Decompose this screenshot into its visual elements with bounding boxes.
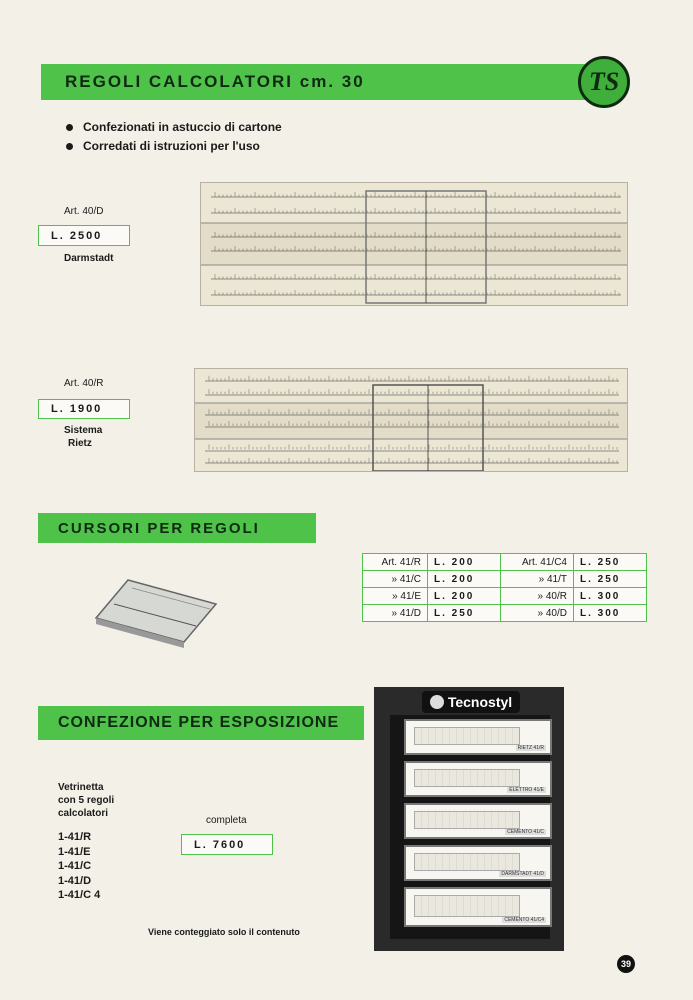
table-row: [363, 554, 647, 571]
slide-rule-illustration: [201, 183, 628, 306]
display-shelf: DARMSTADT 41/D: [404, 845, 552, 881]
code-line: 1-41/E: [58, 845, 91, 858]
section-title: REGOLI CALCOLATORI cm. 30: [65, 72, 365, 91]
display-description: [58, 781, 114, 820]
tecnostyl-logo-icon: [430, 695, 444, 709]
price-box: L. 7600: [181, 834, 273, 855]
table-cell: » 40/D: [501, 605, 574, 622]
table-cell: L. 250: [574, 554, 647, 571]
table-cell: L. 300: [574, 605, 647, 622]
section-title: CONFEZIONE PER ESPOSIZIONE: [58, 714, 340, 731]
page-number: 39: [617, 955, 635, 973]
section-banner-confezione: [38, 706, 364, 740]
section-banner-regoli: [41, 64, 601, 100]
table-cell: » 41/E: [363, 588, 428, 605]
article-desc: Sistema: [64, 425, 103, 436]
display-shelf: RIETZ 41/R: [404, 719, 552, 755]
table-cell: » 41/T: [501, 571, 574, 588]
bullet-item: Corredati di istruzioni per l'uso: [66, 139, 260, 153]
cursor-price-table: [362, 553, 647, 622]
code-line: 1-41/C: [58, 860, 92, 872]
desc-line: Vetrinetta: [58, 782, 104, 793]
display-brand-plate: [422, 691, 520, 713]
display-shelf: ELETTRO 41/E: [404, 761, 552, 797]
bullet-item: Confezionati in astuccio di cartone: [66, 120, 282, 134]
display-brand-text: Tecnostyl: [447, 694, 513, 710]
brand-logo-text: TS: [588, 67, 620, 96]
article-desc: Rietz: [68, 438, 92, 449]
section-title: CURSORI PER REGOLI: [58, 519, 260, 537]
table-row: [363, 605, 647, 622]
cursor-illustration: [92, 576, 220, 648]
table-cell: » 40/R: [501, 588, 574, 605]
brand-logo: [578, 56, 630, 108]
bullet-dot-icon: [66, 124, 73, 131]
table-cell: L. 250: [574, 571, 647, 588]
table-cell: L. 200: [428, 554, 501, 571]
slide-rule-illustration: [195, 369, 628, 472]
bullet-dot-icon: [66, 143, 73, 150]
table-cell: L. 250: [428, 605, 501, 622]
table-cell: » 41/C: [363, 571, 428, 588]
completa-label: completa: [206, 815, 247, 826]
section-banner-cursori: [38, 513, 316, 543]
slide-rule-image: [194, 368, 628, 472]
desc-line: con 5 regoli: [58, 795, 115, 806]
cursor-image: [92, 576, 220, 653]
table-cell: L. 200: [428, 588, 501, 605]
footnote: Viene conteggiato solo il contenuto: [148, 927, 300, 937]
code-line: 1-41/C 4: [58, 889, 101, 901]
code-line: 1-41/R: [58, 831, 92, 843]
table-row: [363, 571, 647, 588]
table-cell: L. 200: [428, 571, 501, 588]
cursor-table-body: [363, 554, 647, 622]
desc-line: calcolatori: [58, 808, 109, 819]
slide-rule-image: [200, 182, 628, 306]
display-codes: [58, 830, 100, 903]
table-cell: » 41/D: [363, 605, 428, 622]
article-label: Art. 40/R: [64, 378, 104, 389]
display-shelf: CEMENTO 41/C: [404, 803, 552, 839]
article-label: Art. 40/D: [64, 206, 104, 217]
table-row: [363, 588, 647, 605]
price-box: L. 2500: [38, 225, 130, 246]
table-cell: Art. 41/C4: [501, 554, 574, 571]
table-cell: Art. 41/R: [363, 554, 428, 571]
display-case-image: [374, 687, 564, 951]
code-line: 1-41/D: [58, 874, 92, 887]
display-shelf: CEMENTO 41/C4: [404, 887, 552, 927]
price-box: L. 1900: [38, 399, 130, 419]
article-desc: Darmstadt: [64, 253, 114, 264]
table-cell: L. 300: [574, 588, 647, 605]
